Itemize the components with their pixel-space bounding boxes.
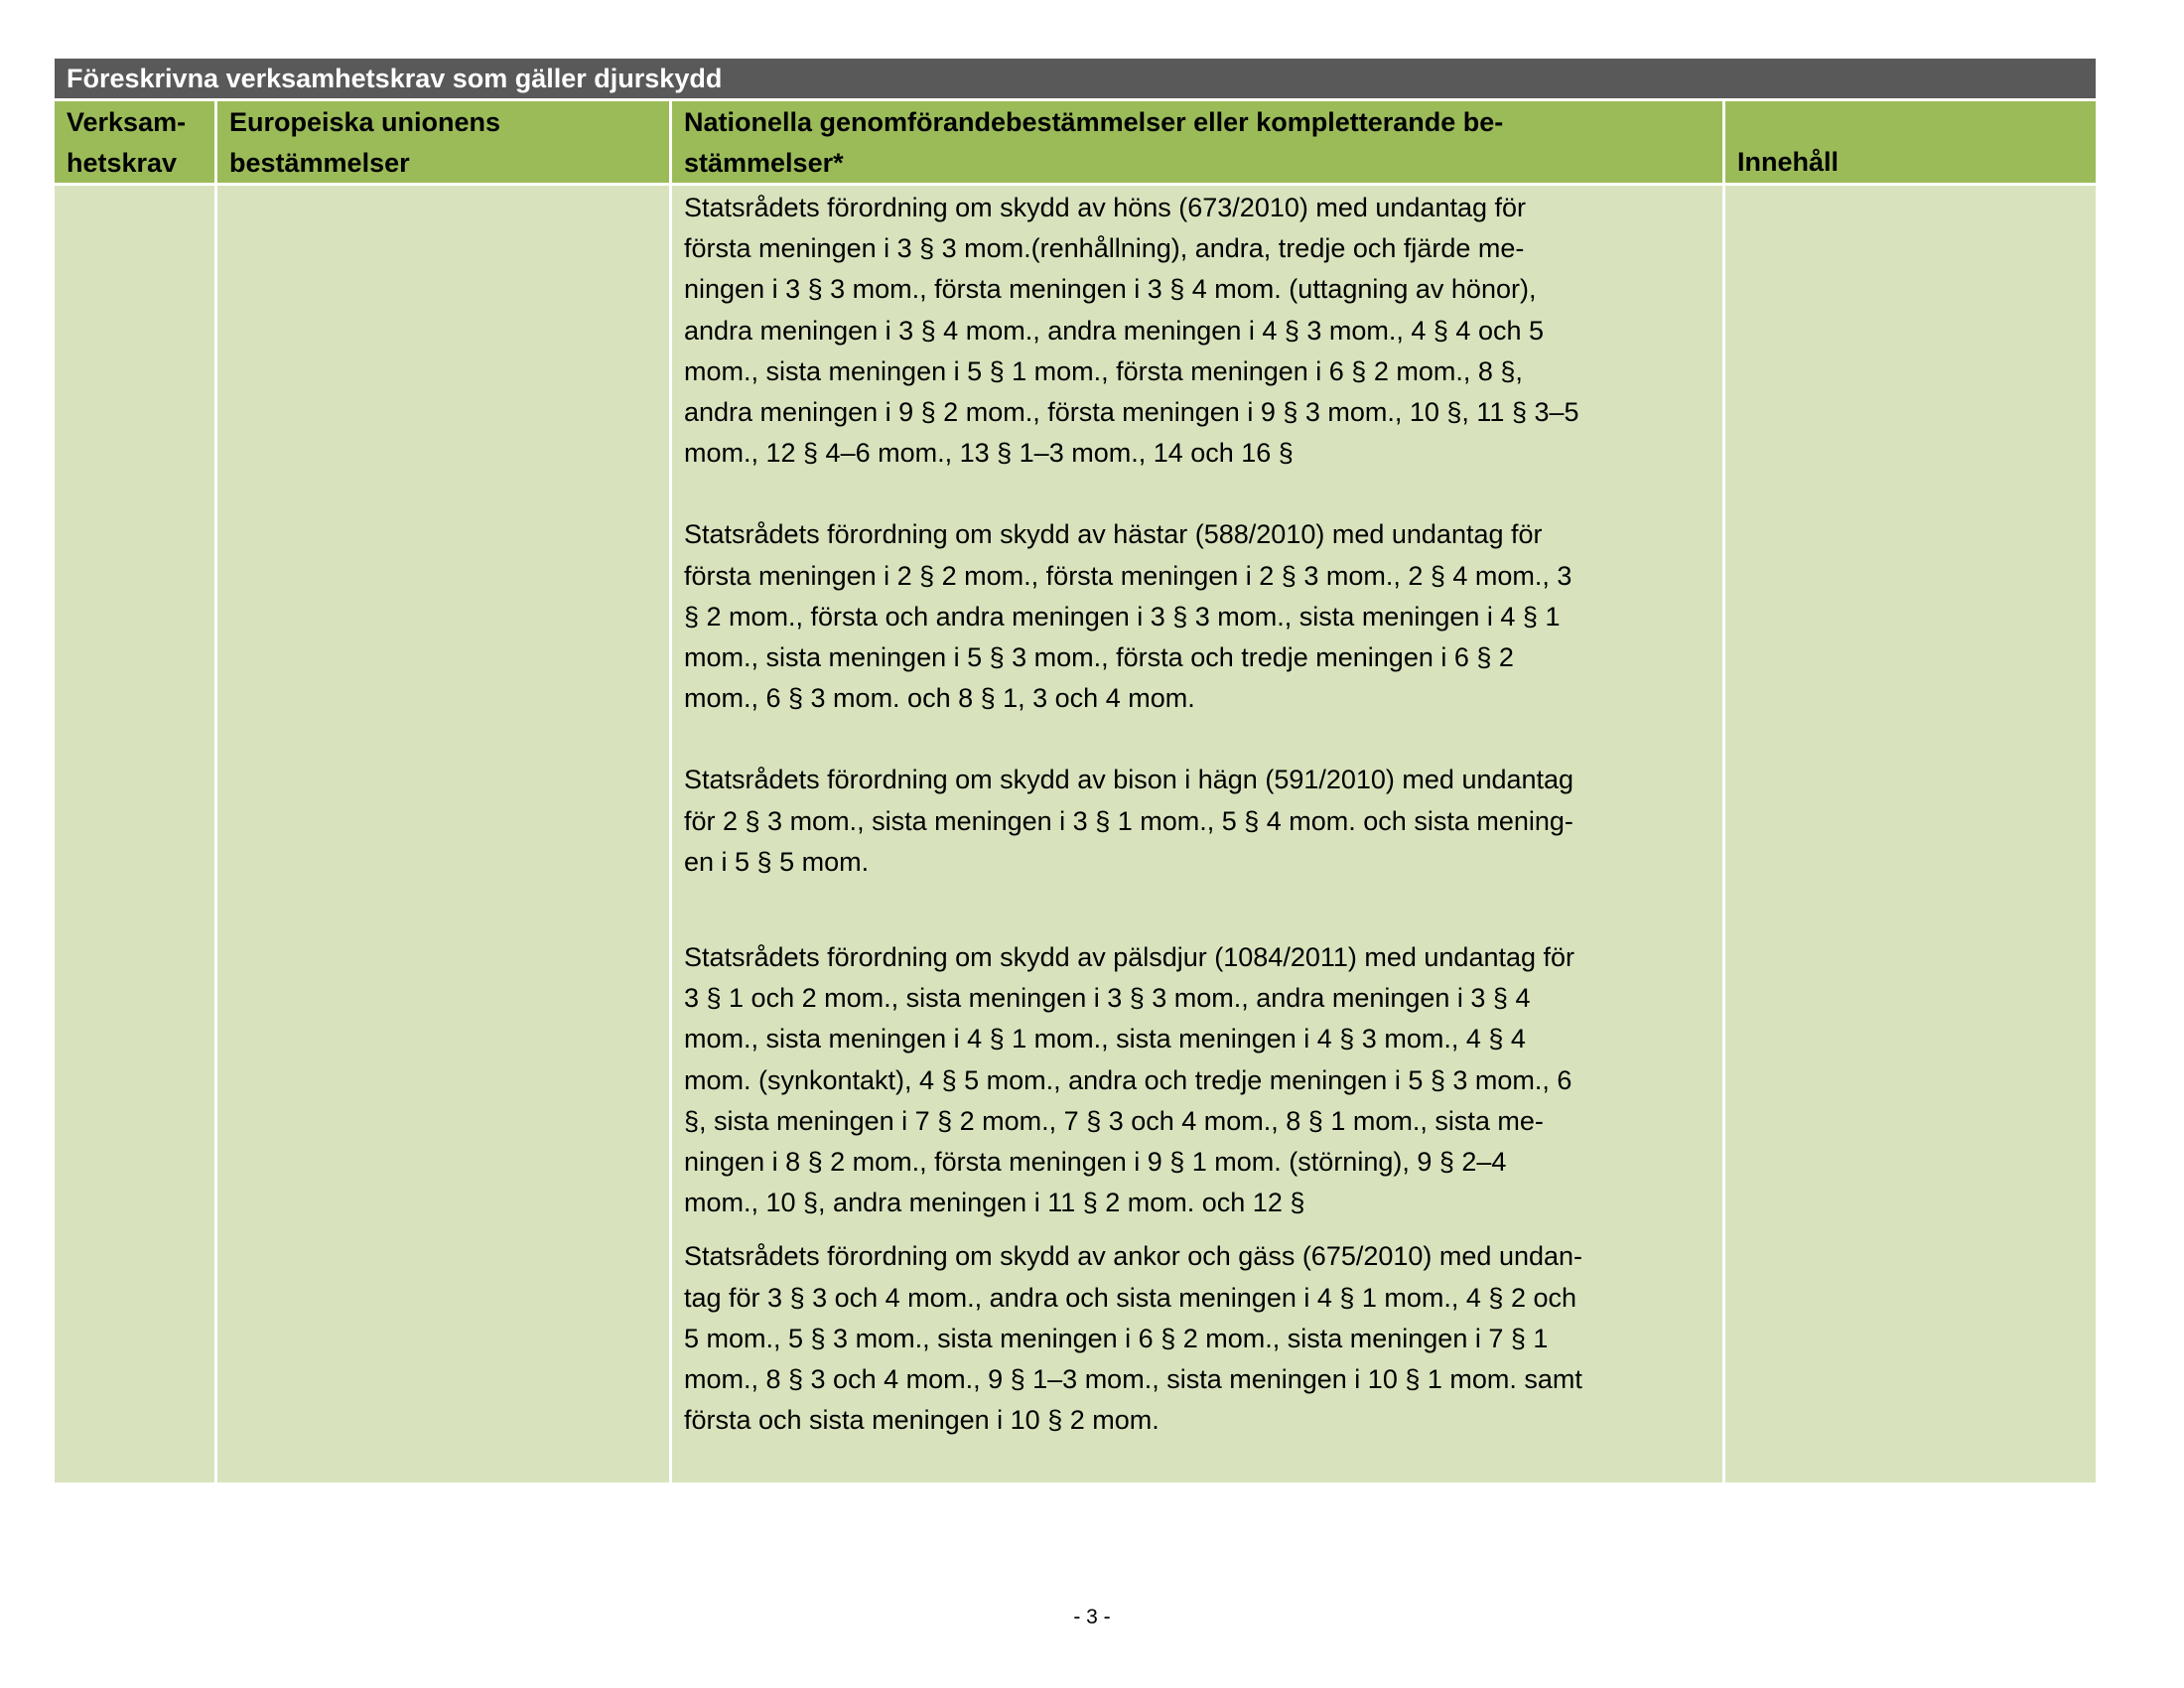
paragraph-ankor-gass [684, 1236, 1716, 1441]
text-line: mom., 6 § 3 mom. och 8 § 1, 3 och 4 mom. [684, 683, 1195, 714]
header-line: Nationella genomförandebestämmelser eller kompletterande be- [684, 107, 1504, 137]
text-line: §, sista meningen i 7 § 2 mom., 7 § 3 och 4 mom., 8 § 1 mom., sista me- [684, 1105, 1544, 1136]
paragraph-bison [684, 760, 1716, 883]
cell-verksamhetskrav [55, 186, 217, 1482]
header-innehall [1725, 101, 2096, 183]
text-line: tag för 3 § 3 och 4 mom., andra och sista meningen i 4 § 1 mom., 4 § 2 och [684, 1282, 1576, 1313]
page-number: - 3 - [1073, 1606, 1111, 1628]
text-line: andra meningen i 9 § 2 mom., första meningen i 9 § 3 mom., 10 §, 11 § 3–5 [684, 397, 1579, 428]
text-line: mom., 8 § 3 och 4 mom., 9 § 1–3 mom., sista meningen i 10 § 1 mom. samt [684, 1364, 1582, 1395]
text-line: 3 § 1 och 2 mom., sista meningen i 3 § 3 mom., andra meningen i 3 § 4 [684, 983, 1531, 1014]
text-line: för 2 § 3 mom., sista meningen i 3 § 1 mom., 5 § 4 mom. och sista mening- [684, 805, 1573, 836]
text-line: Statsrådets förordning om skydd av bison i hägn (591/2010) med undantag [684, 765, 1574, 795]
text-line: Statsrådets förordning om skydd av höns (673/2010) med undantag för [684, 193, 1527, 222]
cell-innehall [1725, 186, 2096, 1482]
cell-eu-bestammelser [217, 186, 672, 1482]
table-title: Föreskrivna verksamhetskrav som gäller djurskydd [55, 59, 2096, 98]
paragraph-hastar [684, 514, 1716, 719]
text-line: första meningen i 3 § 3 mom.(renhållning), andra, tredje och fjärde me- [684, 233, 1525, 264]
header-line: hetskrav [67, 148, 178, 178]
requirements-table [55, 59, 2096, 1482]
paragraph-hons [684, 188, 1716, 474]
header-line: Verksam- [67, 107, 187, 137]
header-line: Europeiska unionens [229, 107, 501, 137]
text-line: första meningen i 2 § 2 mom., första meningen i 2 § 3 mom., 2 § 4 mom., 3 [684, 560, 1572, 591]
table-body-row [55, 186, 2096, 1482]
header-nationella-bestammelser [672, 101, 1725, 183]
text-line: första och sista meningen i 10 § 2 mom. [684, 1405, 1160, 1436]
text-line: Statsrådets förordning om skydd av hästar (588/2010) med undantag för [684, 519, 1543, 550]
text-line: en i 5 § 5 mom. [684, 846, 870, 877]
text-line: mom., sista meningen i 4 § 1 mom., sista meningen i 4 § 3 mom., 4 § 4 [684, 1024, 1526, 1055]
header-eu-bestammelser [217, 101, 672, 183]
text-line: mom., 12 § 4–6 mom., 13 § 1–3 mom., 14 och 16 § [684, 438, 1294, 469]
text-line: ningen i 8 § 2 mom., första meningen i 9 § 1 mom. (störning), 9 § 2–4 [684, 1147, 1507, 1178]
text-line: andra meningen i 3 § 4 mom., andra meningen i 4 § 3 mom., 4 § 4 och 5 [684, 315, 1545, 346]
text-line: mom., sista meningen i 5 § 1 mom., första meningen i 6 § 2 mom., 8 §, [684, 355, 1523, 386]
paragraph-palsdjur [684, 937, 1716, 1223]
text-line: Statsrådets förordning om skydd av pälsdjur (1084/2011) med undantag för [684, 942, 1575, 973]
text-line: 5 mom., 5 § 3 mom., sista meningen i 6 § 2 mom., sista meningen i 7 § 1 [684, 1323, 1549, 1353]
text-line: mom. (synkontakt), 4 § 5 mom., andra och tredje meningen i 5 § 3 mom., 6 [684, 1064, 1572, 1095]
cell-nationella-bestammelser [672, 186, 1725, 1482]
header-line: Innehåll [1737, 147, 1840, 177]
header-line: stämmelser* [684, 148, 844, 178]
header-verksamhetskrav [55, 101, 217, 183]
text-line: mom., sista meningen i 5 § 3 mom., första och tredje meningen i 6 § 2 [684, 642, 1514, 673]
header-line: bestämmelser [229, 148, 410, 178]
table-header-row [55, 101, 2096, 183]
text-line: § 2 mom., första och andra meningen i 3 § 3 mom., sista meningen i 4 § 1 [684, 601, 1561, 632]
text-line: mom., 10 §, andra meningen i 11 § 2 mom. och 12 § [684, 1188, 1305, 1218]
text-line: ningen i 3 § 3 mom., första meningen i 3 § 4 mom. (uttagning av hönor), [684, 274, 1537, 305]
text-line: Statsrådets förordning om skydd av ankor och gäss (675/2010) med undan- [684, 1241, 1583, 1272]
